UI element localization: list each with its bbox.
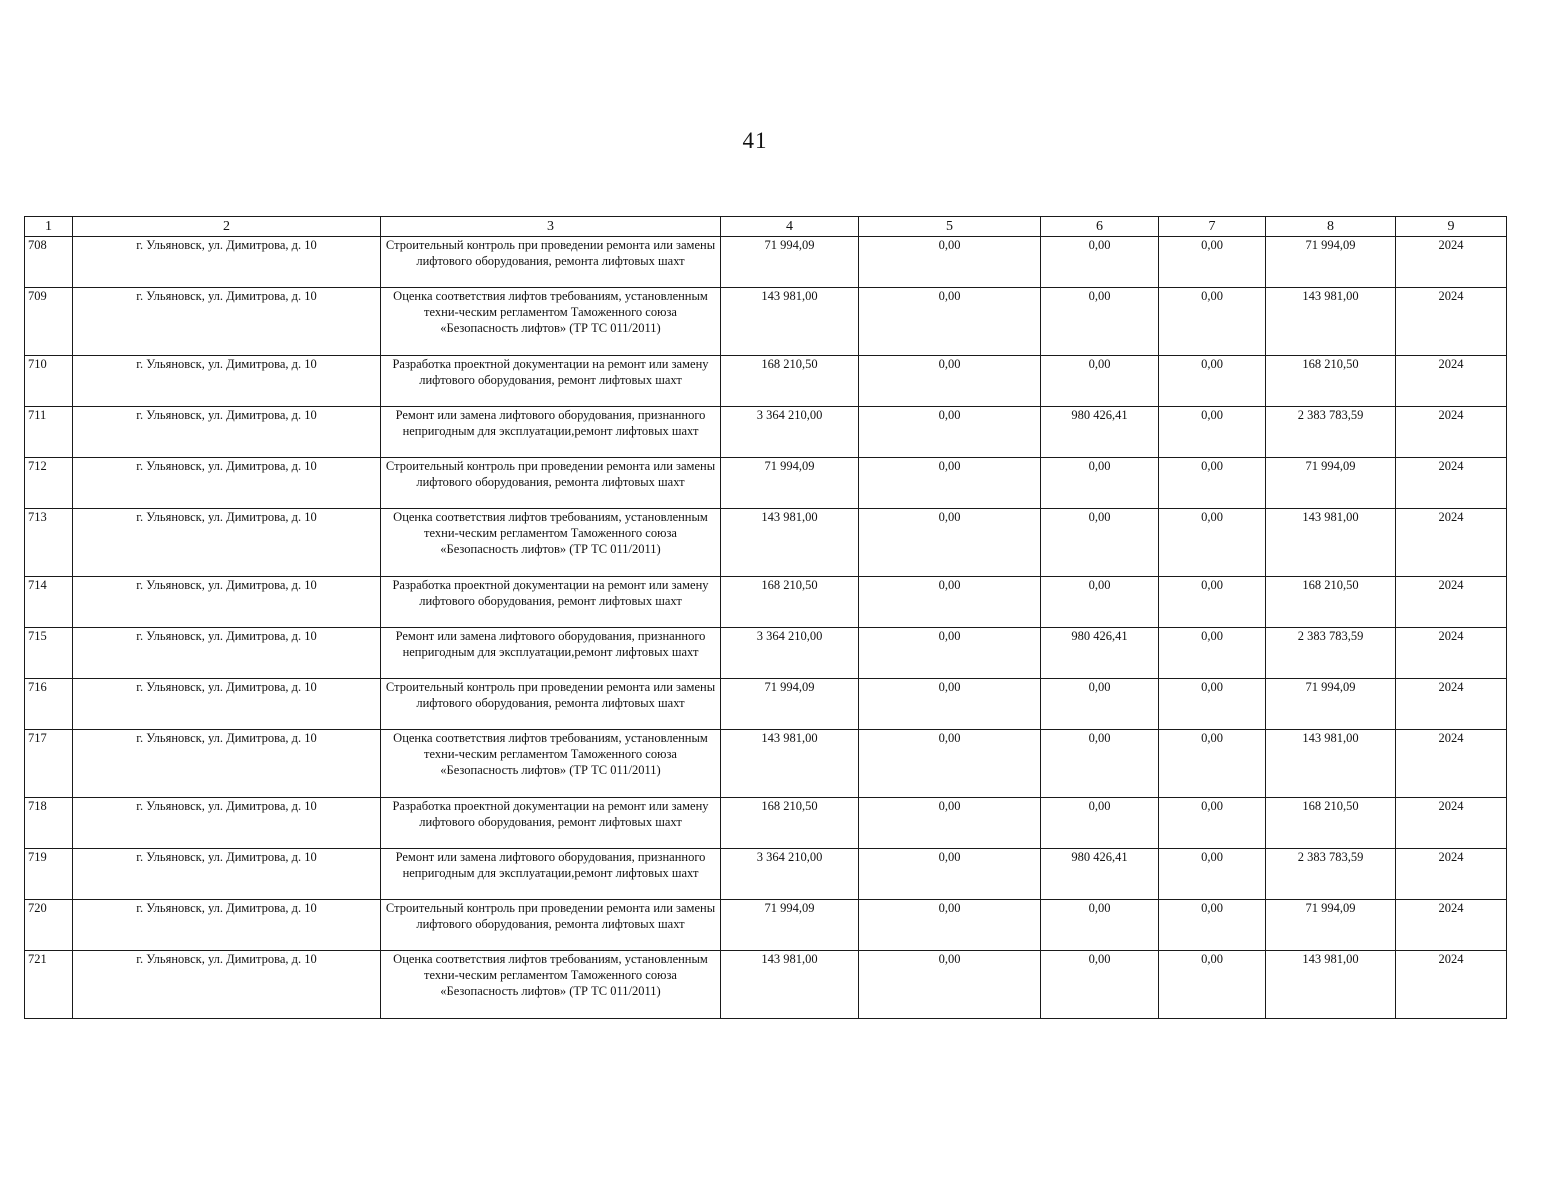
fund-3-cell: 0,00 xyxy=(1159,237,1266,288)
year-cell: 2024 xyxy=(1396,458,1507,509)
fund-1-cell: 0,00 xyxy=(859,900,1041,951)
year-cell: 2024 xyxy=(1396,900,1507,951)
address-cell: г. Ульяновск, ул. Димитрова, д. 10 xyxy=(73,798,381,849)
total-cost-cell: 143 981,00 xyxy=(721,730,859,798)
year-cell: 2024 xyxy=(1396,849,1507,900)
year-cell: 2024 xyxy=(1396,237,1507,288)
row-number-cell: 720 xyxy=(25,900,73,951)
address-cell: г. Ульяновск, ул. Димитрова, д. 10 xyxy=(73,288,381,356)
total-cost-cell: 168 210,50 xyxy=(721,798,859,849)
fund-2-cell: 0,00 xyxy=(1041,237,1159,288)
work-type-cell: Разработка проектной документации на ремонт или замену лифтового оборудования, ремонт лифтовых шахт xyxy=(381,577,721,628)
address-cell: г. Ульяновск, ул. Димитрова, д. 10 xyxy=(73,577,381,628)
row-number-cell: 715 xyxy=(25,628,73,679)
col-header-5: 5 xyxy=(859,217,1041,237)
fund-2-cell: 0,00 xyxy=(1041,458,1159,509)
address-cell: г. Ульяновск, ул. Димитрова, д. 10 xyxy=(73,679,381,730)
fund-4-cell: 71 994,09 xyxy=(1266,900,1396,951)
col-header-7: 7 xyxy=(1159,217,1266,237)
fund-2-cell: 0,00 xyxy=(1041,798,1159,849)
row-number-cell: 716 xyxy=(25,679,73,730)
fund-3-cell: 0,00 xyxy=(1159,577,1266,628)
col-header-1: 1 xyxy=(25,217,73,237)
work-type-cell: Строительный контроль при проведении ремонта или замены лифтового оборудования, ремонта лифтовых шахт xyxy=(381,458,721,509)
row-number-cell: 721 xyxy=(25,951,73,1019)
fund-4-cell: 2 383 783,59 xyxy=(1266,628,1396,679)
row-number-cell: 712 xyxy=(25,458,73,509)
fund-3-cell: 0,00 xyxy=(1159,798,1266,849)
fund-1-cell: 0,00 xyxy=(859,407,1041,458)
address-cell: г. Ульяновск, ул. Димитрова, д. 10 xyxy=(73,356,381,407)
fund-2-cell: 0,00 xyxy=(1041,951,1159,1019)
fund-2-cell: 980 426,41 xyxy=(1041,849,1159,900)
table-row xyxy=(25,900,1507,951)
fund-2-cell: 0,00 xyxy=(1041,679,1159,730)
fund-2-cell: 0,00 xyxy=(1041,356,1159,407)
fund-2-cell: 980 426,41 xyxy=(1041,628,1159,679)
address-cell: г. Ульяновск, ул. Димитрова, д. 10 xyxy=(73,951,381,1019)
fund-4-cell: 143 981,00 xyxy=(1266,951,1396,1019)
address-cell: г. Ульяновск, ул. Димитрова, д. 10 xyxy=(73,628,381,679)
fund-1-cell: 0,00 xyxy=(859,798,1041,849)
table-row xyxy=(25,407,1507,458)
row-number-cell: 718 xyxy=(25,798,73,849)
fund-3-cell: 0,00 xyxy=(1159,900,1266,951)
fund-1-cell: 0,00 xyxy=(859,356,1041,407)
year-cell: 2024 xyxy=(1396,577,1507,628)
fund-3-cell: 0,00 xyxy=(1159,288,1266,356)
fund-1-cell: 0,00 xyxy=(859,628,1041,679)
fund-4-cell: 2 383 783,59 xyxy=(1266,849,1396,900)
total-cost-cell: 71 994,09 xyxy=(721,679,859,730)
total-cost-cell: 168 210,50 xyxy=(721,577,859,628)
row-number-cell: 708 xyxy=(25,237,73,288)
table-row xyxy=(25,577,1507,628)
fund-1-cell: 0,00 xyxy=(859,730,1041,798)
address-cell: г. Ульяновск, ул. Димитрова, д. 10 xyxy=(73,900,381,951)
header-row xyxy=(25,217,1507,237)
col-header-3: 3 xyxy=(381,217,721,237)
fund-4-cell: 71 994,09 xyxy=(1266,237,1396,288)
fund-1-cell: 0,00 xyxy=(859,458,1041,509)
total-cost-cell: 3 364 210,00 xyxy=(721,628,859,679)
year-cell: 2024 xyxy=(1396,288,1507,356)
fund-3-cell: 0,00 xyxy=(1159,509,1266,577)
fund-1-cell: 0,00 xyxy=(859,237,1041,288)
fund-3-cell: 0,00 xyxy=(1159,356,1266,407)
address-cell: г. Ульяновск, ул. Димитрова, д. 10 xyxy=(73,237,381,288)
fund-3-cell: 0,00 xyxy=(1159,679,1266,730)
work-type-cell: Строительный контроль при проведении ремонта или замены лифтового оборудования, ремонта лифтовых шахт xyxy=(381,237,721,288)
fund-2-cell: 0,00 xyxy=(1041,577,1159,628)
year-cell: 2024 xyxy=(1396,951,1507,1019)
fund-4-cell: 168 210,50 xyxy=(1266,798,1396,849)
table-row xyxy=(25,628,1507,679)
fund-3-cell: 0,00 xyxy=(1159,730,1266,798)
fund-1-cell: 0,00 xyxy=(859,509,1041,577)
capital-repair-table xyxy=(24,216,1507,1019)
total-cost-cell: 71 994,09 xyxy=(721,458,859,509)
col-header-8: 8 xyxy=(1266,217,1396,237)
table-row xyxy=(25,730,1507,798)
work-type-cell: Строительный контроль при проведении ремонта или замены лифтового оборудования, ремонта лифтовых шахт xyxy=(381,679,721,730)
total-cost-cell: 71 994,09 xyxy=(721,237,859,288)
address-cell: г. Ульяновск, ул. Димитрова, д. 10 xyxy=(73,407,381,458)
table-row xyxy=(25,288,1507,356)
address-cell: г. Ульяновск, ул. Димитрова, д. 10 xyxy=(73,730,381,798)
table-row xyxy=(25,951,1507,1019)
total-cost-cell: 3 364 210,00 xyxy=(721,407,859,458)
fund-4-cell: 143 981,00 xyxy=(1266,288,1396,356)
fund-2-cell: 0,00 xyxy=(1041,900,1159,951)
work-type-cell: Оценка соответствия лифтов требованиям, установленным техни-ческим регламентом Таможенного союза «Безопасность лифтов» (ТР ТС 011/2011) xyxy=(381,951,721,1019)
fund-2-cell: 0,00 xyxy=(1041,509,1159,577)
total-cost-cell: 143 981,00 xyxy=(721,951,859,1019)
col-header-9: 9 xyxy=(1396,217,1507,237)
table-row xyxy=(25,237,1507,288)
fund-1-cell: 0,00 xyxy=(859,577,1041,628)
fund-4-cell: 143 981,00 xyxy=(1266,730,1396,798)
row-number-cell: 713 xyxy=(25,509,73,577)
fund-4-cell: 71 994,09 xyxy=(1266,679,1396,730)
year-cell: 2024 xyxy=(1396,730,1507,798)
fund-1-cell: 0,00 xyxy=(859,849,1041,900)
fund-1-cell: 0,00 xyxy=(859,951,1041,1019)
col-header-4: 4 xyxy=(721,217,859,237)
total-cost-cell: 143 981,00 xyxy=(721,288,859,356)
table-row xyxy=(25,798,1507,849)
address-cell: г. Ульяновск, ул. Димитрова, д. 10 xyxy=(73,849,381,900)
work-type-cell: Строительный контроль при проведении ремонта или замены лифтового оборудования, ремонта лифтовых шахт xyxy=(381,900,721,951)
fund-4-cell: 2 383 783,59 xyxy=(1266,407,1396,458)
work-type-cell: Ремонт или замена лифтового оборудования, признанного непригодным для эксплуатации,ремонт лифтовых шахт xyxy=(381,407,721,458)
fund-3-cell: 0,00 xyxy=(1159,951,1266,1019)
fund-4-cell: 143 981,00 xyxy=(1266,509,1396,577)
page-number: 41 xyxy=(742,128,768,153)
year-cell: 2024 xyxy=(1396,509,1507,577)
work-type-cell: Разработка проектной документации на ремонт или замену лифтового оборудования, ремонт лифтовых шахт xyxy=(381,356,721,407)
year-cell: 2024 xyxy=(1396,798,1507,849)
table-row xyxy=(25,509,1507,577)
fund-4-cell: 71 994,09 xyxy=(1266,458,1396,509)
fund-4-cell: 168 210,50 xyxy=(1266,577,1396,628)
fund-2-cell: 0,00 xyxy=(1041,288,1159,356)
address-cell: г. Ульяновск, ул. Димитрова, д. 10 xyxy=(73,509,381,577)
row-number-cell: 711 xyxy=(25,407,73,458)
work-type-cell: Ремонт или замена лифтового оборудования, признанного непригодным для эксплуатации,ремонт лифтовых шахт xyxy=(381,628,721,679)
address-cell: г. Ульяновск, ул. Димитрова, д. 10 xyxy=(73,458,381,509)
year-cell: 2024 xyxy=(1396,628,1507,679)
total-cost-cell: 168 210,50 xyxy=(721,356,859,407)
year-cell: 2024 xyxy=(1396,407,1507,458)
fund-3-cell: 0,00 xyxy=(1159,458,1266,509)
table-row xyxy=(25,849,1507,900)
fund-2-cell: 0,00 xyxy=(1041,730,1159,798)
row-number-cell: 710 xyxy=(25,356,73,407)
col-header-6: 6 xyxy=(1041,217,1159,237)
row-number-cell: 717 xyxy=(25,730,73,798)
fund-1-cell: 0,00 xyxy=(859,288,1041,356)
fund-3-cell: 0,00 xyxy=(1159,407,1266,458)
fund-2-cell: 980 426,41 xyxy=(1041,407,1159,458)
table-row xyxy=(25,458,1507,509)
row-number-cell: 714 xyxy=(25,577,73,628)
year-cell: 2024 xyxy=(1396,679,1507,730)
row-number-cell: 719 xyxy=(25,849,73,900)
table-row xyxy=(25,679,1507,730)
col-header-2: 2 xyxy=(73,217,381,237)
work-type-cell: Разработка проектной документации на ремонт или замену лифтового оборудования, ремонт лифтовых шахт xyxy=(381,798,721,849)
total-cost-cell: 3 364 210,00 xyxy=(721,849,859,900)
year-cell: 2024 xyxy=(1396,356,1507,407)
total-cost-cell: 143 981,00 xyxy=(721,509,859,577)
fund-3-cell: 0,00 xyxy=(1159,849,1266,900)
fund-4-cell: 168 210,50 xyxy=(1266,356,1396,407)
table-row xyxy=(25,356,1507,407)
work-type-cell: Ремонт или замена лифтового оборудования, признанного непригодным для эксплуатации,ремонт лифтовых шахт xyxy=(381,849,721,900)
work-type-cell: Оценка соответствия лифтов требованиям, установленным техни-ческим регламентом Таможенного союза «Безопасность лифтов» (ТР ТС 011/2011) xyxy=(381,730,721,798)
fund-1-cell: 0,00 xyxy=(859,679,1041,730)
work-type-cell: Оценка соответствия лифтов требованиям, установленным техни-ческим регламентом Таможенного союза «Безопасность лифтов» (ТР ТС 011/2011) xyxy=(381,288,721,356)
row-number-cell: 709 xyxy=(25,288,73,356)
work-type-cell: Оценка соответствия лифтов требованиям, установленным техни-ческим регламентом Таможенного союза «Безопасность лифтов» (ТР ТС 011/2011) xyxy=(381,509,721,577)
total-cost-cell: 71 994,09 xyxy=(721,900,859,951)
fund-3-cell: 0,00 xyxy=(1159,628,1266,679)
